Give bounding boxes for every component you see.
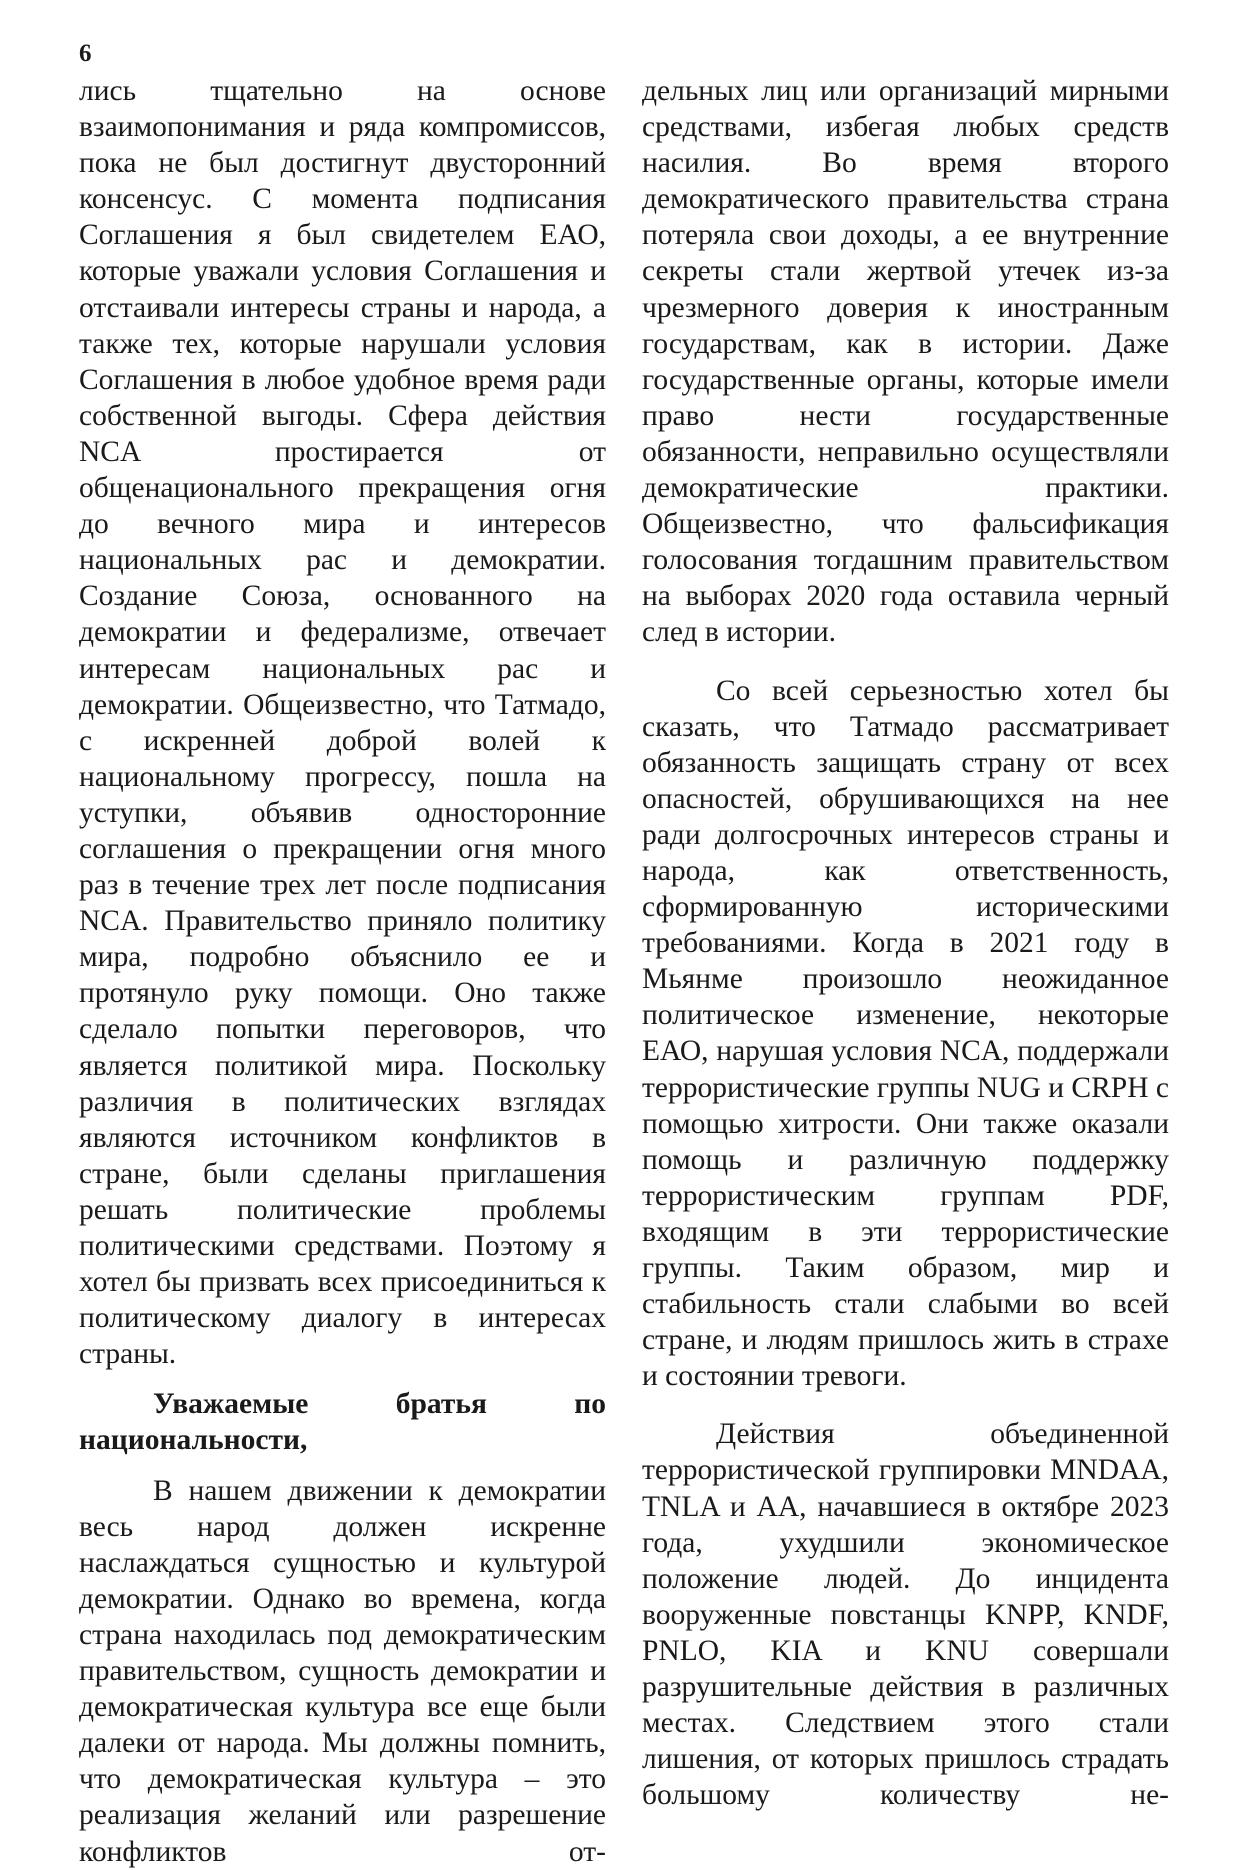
right-paragraph-3: Действия объединенной террористической группировки MNDAA, TNLA и АА, начавшиеся в октябре 2023 года, ухудшили экономическое положение людей. До инцидента вооруженные повстанцы KNPP, KNDF, PNLO, KIA и KNU совершали разрушительные действия в различных местах. Следствием этого стали лишения, от которых пришлось страдать большому количеству не- <box>642 1418 1169 1812</box>
left-paragraph-2: В нашем движении к демократии весь народ должен искренне наслаждаться сущностью и культурой демократии. Однако во времена, когда страна находилась под демократическим правительством, сущность демократии и демократическая культура все еще были далеки от народа. Мы должны помнить, что демократическая культура – это реализация желаний или разрешение конфликтов от- <box>79 1474 606 1868</box>
left-column <box>79 73 606 1870</box>
right-column <box>642 73 1169 1813</box>
right-paragraph-2: Со всей серьезностью хотел бы сказать, что Татмадо рассматривает обязанность защищать страну от всех опасностей, обрушивающихся на нее ради долгосрочных интересов страны и народа, как ответственность, сформированную историческими требованиями. Когда в 2021 году в Мьянме произошло неожиданное политическое изменение, некоторые ЕАО, нарушая условия NCA, поддержали террористические группы NUG и CRPH с помощью хитрости. Они также оказали помощь и различную поддержку террористическим группам PDF, входящим в эти террористические группы. Таким образом, мир и стабильность стали слабыми во всей стране, и людям пришлось жить в страхе и состоянии тревоги. <box>642 674 1169 1393</box>
section-heading: Уважаемые братья по национальности, <box>79 1388 606 1457</box>
right-paragraph-1: дельных лиц или организаций мирными средствами, избегая любых средств насилия. Во время второго демократического правительства страна потеряла свои доходы, а ее внутренние секреты стали жертвой утечек из-за чрезмерного доверия к иностранным государствам, как в истории. Даже государственные органы, которые имели право нести государственные обязанности, неправильно осуществляли демократические практики. Общеизвестно, что фальсификация голосования тогдашним правительством на выборах 2020 года оставила черный след в истории. <box>642 75 1169 649</box>
left-paragraph-1: лись тщательно на основе взаимопонимания и ряда компромиссов, пока не был достигнут двусторонний консенсус. С момента подписания Соглашения я был свидетелем ЕАО, которые уважали условия Соглашения и отстаивали интересы страны и народа, а также тех, которые нарушали условия Соглашения в любое удобное время ради собственной выгоды. Сфера действия NCA простирается от общенационального прекращения огня до вечного мира и интересов национальных рас и демократии. Создание Союза, основанного на демократии и федерализме, отвечает интересам национальных рас и демократии. Общеизвестно, что Татмадо, с искренней доброй волей к национальному прогрессу, пошла на уступки, объявив односторонние соглашения о прекращении огня много раз в течение трех лет после подписания NCA. Правительство приняло политику мира, подробно объяснило ее и протянуло руку помощи. Оно также сделало попытки переговоров, что является политикой мира. Поскольку различия в политических взглядах являются источником конфликтов в стране, были сделаны приглашения решать политические проблемы политическими средствами. Поэтому я хотел бы призвать всех присоединиться к политическому диалогу в интересах страны. <box>79 75 606 1371</box>
page-number: 6 <box>79 40 92 67</box>
